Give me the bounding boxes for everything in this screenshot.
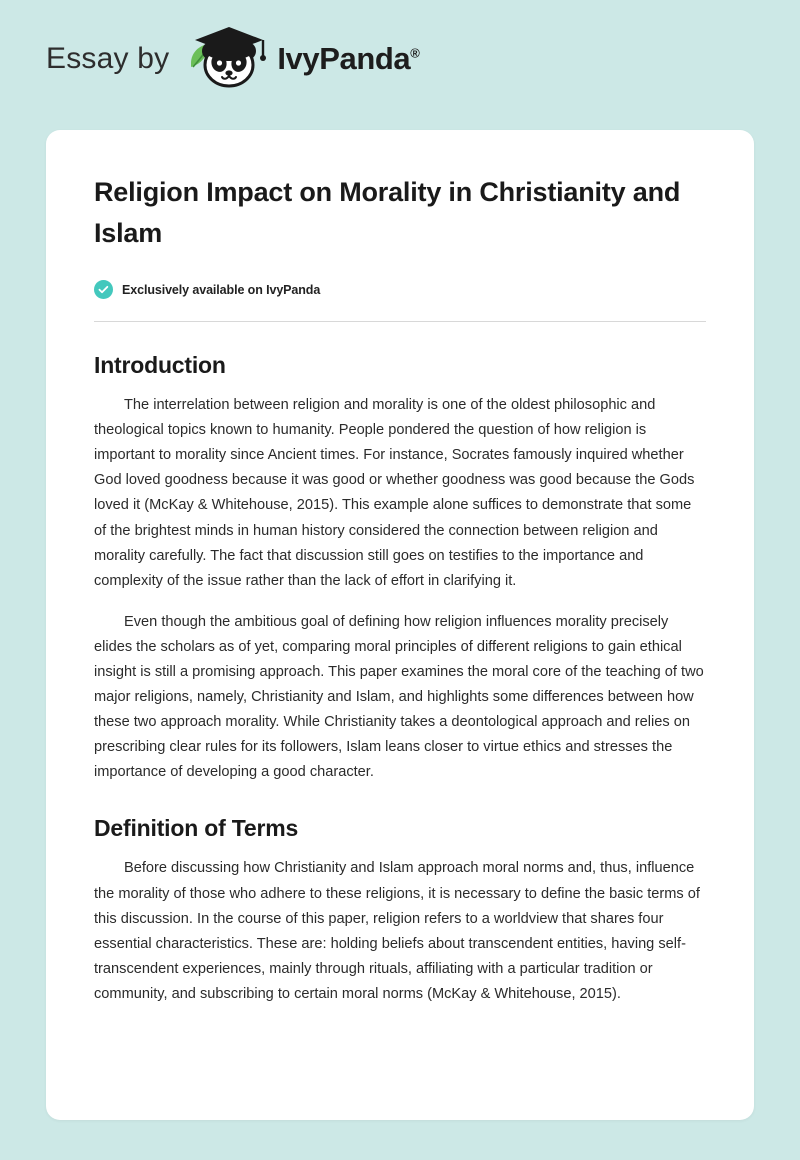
ivypanda-logo[interactable] [183,23,419,95]
panda-graduation-cap-logo-icon [183,23,275,95]
brand-name-text: IvyPanda [277,41,411,76]
registered-trademark-symbol: ® [410,45,420,61]
paragraph: The interrelation between religion and morality is one of the oldest philosophic and theological topics known to humanity. People pondered the question of how religion is important to morality since Ancient times. For instance, Socrates famously inquired whether God loved goodness because it was good or whether goodness was good because the Gods loved it (McKay & Whitehouse, 2015). This example alone suffices to demonstrate that some of the brightest minds in human history considered the connection between religion and morality carefully. The fact that discussion still goes on testifies to the importance and complexity of the issue rather than the lack of effort in clarifying it. [94,397,695,589]
essay-by-label: Essay by [46,42,170,75]
section-heading-introduction: Introduction [94,352,226,379]
brand-name [277,41,419,77]
check-circle-icon [94,280,113,299]
paragraph: Before discussing how Christianity and Islam approach moral norms and, thus, influence the morality of those who adhere to these religions, it is necessary to define the basic terms of this discussion. In the course of this paper, religion refers to a worldview that shares four essential characteristics. These are: holding beliefs about transcendent entities, having self-transcendent experiences, mainly through rituals, affiliating with a particular tradition or community, and subscribing to certain moral norms (McKay & Whitehouse, 2015). [94,860,700,1002]
exclusivity-badge-label: Exclusively available on IvyPanda [122,282,321,297]
document-card [46,130,754,1120]
page-title: Religion Impact on Morality in Christianity and Islam [94,177,681,249]
exclusivity-badge [94,280,706,322]
page-header [0,0,800,118]
section-heading-definition-of-terms: Definition of Terms [94,815,299,842]
paragraph: Even though the ambitious goal of defining how religion influences morality precisely elides the scholars as of yet, comparing moral principles of different religions to gain ethical insight is still a promising approach. This paper examines the moral core of the teaching of two major religions, namely, Christianity and Islam, and highlights some differences between how these two approach morality. While Christianity takes a deontological approach and relies on prescribing clear rules for its followers, Islam leans closer to virtue ethics and stresses the importance of developing a good character. [94,613,704,781]
